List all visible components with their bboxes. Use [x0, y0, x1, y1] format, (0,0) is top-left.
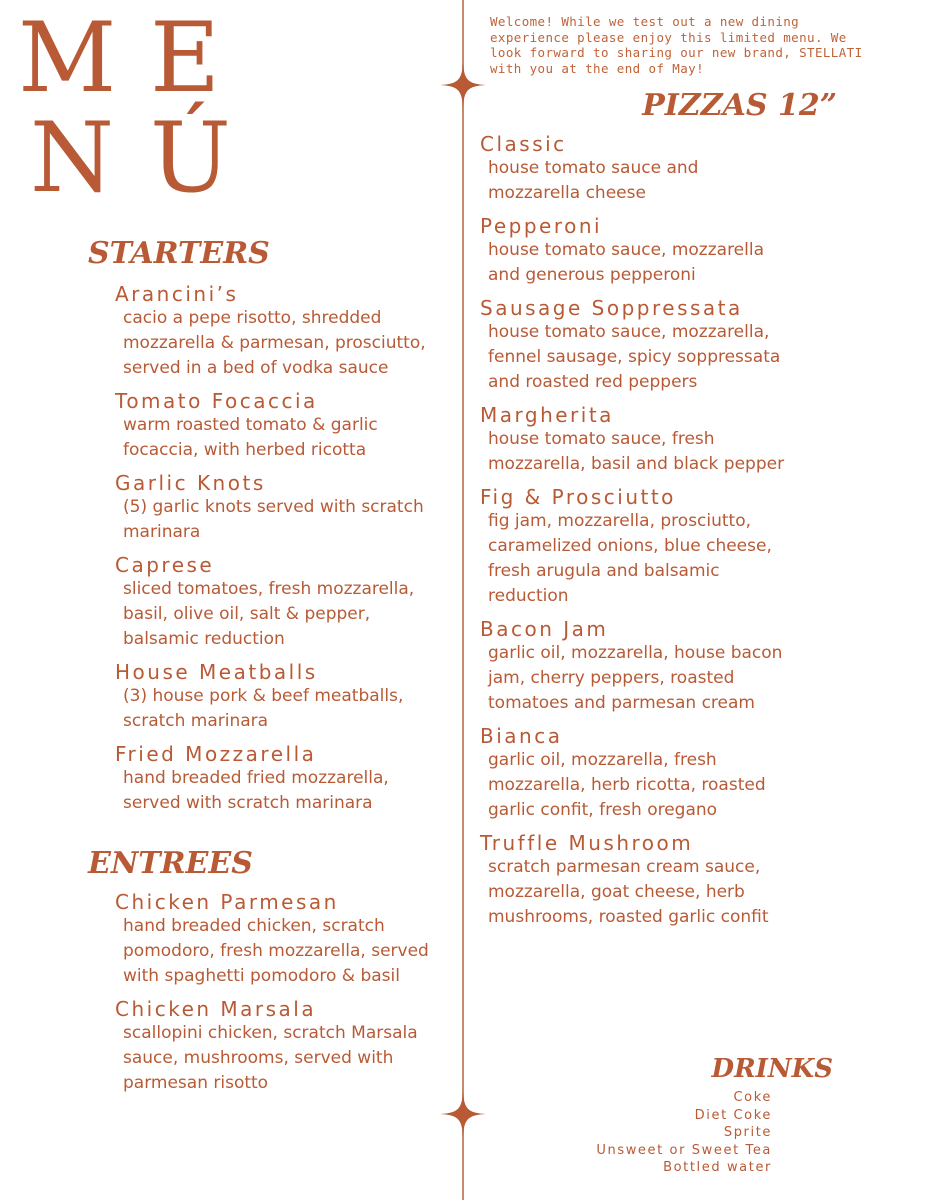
menu-item	[480, 831, 795, 930]
item-name: House Meatballs	[115, 660, 318, 684]
logo-letter-m: M	[18, 2, 117, 114]
item-name: Chicken Marsala	[115, 997, 317, 1021]
menu-item	[480, 617, 795, 716]
item-name: Chicken Parmesan	[115, 890, 339, 914]
item-description: house tomato sauce, mozzarella, fennel sausage, spicy soppressata and roasted red peppers	[488, 322, 781, 392]
item-description: garlic oil, mozzarella, house bacon jam, cherry peppers, roasted tomatoes and parmesan cream	[488, 643, 783, 713]
menu-item	[115, 282, 435, 381]
logo-letter-n: N	[30, 102, 114, 214]
item-description: scratch parmesan cream sauce, mozzarella, goat cheese, herb mushrooms, roasted garlic confit	[488, 857, 769, 927]
menu-item	[480, 724, 795, 823]
item-name: Truffle Mushroom	[480, 831, 694, 855]
starters-list	[115, 282, 435, 824]
item-description: fig jam, mozzarella, prosciutto, caramelized onions, blue cheese, fresh arugula and balsamic reduction	[488, 511, 772, 606]
sparkle-star-icon	[440, 62, 486, 108]
item-description: warm roasted tomato & garlic focaccia, with herbed ricotta	[123, 415, 378, 460]
entrees-heading: ENTREES	[88, 846, 253, 881]
menu-item	[115, 471, 435, 545]
menu-item	[480, 132, 795, 206]
item-name: Fried Mozzarella	[115, 742, 317, 766]
item-name: Caprese	[115, 553, 215, 577]
menu-item	[480, 296, 795, 395]
sparkle-star-icon	[440, 1091, 486, 1137]
item-name: Margherita	[480, 403, 614, 427]
item-name: Tomato Focaccia	[115, 389, 318, 413]
item-description: (3) house pork & beef meatballs, scratch marinara	[123, 686, 404, 731]
menu-item	[115, 660, 435, 734]
logo-letter-u: Ú	[150, 102, 231, 214]
menu-item	[115, 890, 435, 989]
item-name: Sausage Soppressata	[480, 296, 743, 320]
pizzas-heading: PIZZAS 12”	[642, 88, 837, 123]
drink-item: Unsweet or Sweet Tea	[596, 1142, 772, 1158]
item-description: garlic oil, mozzarella, fresh mozzarella, herb ricotta, roasted garlic confit, fresh oregano	[488, 750, 766, 820]
menu-item	[115, 742, 435, 816]
item-description: (5) garlic knots served with scratch marinara	[123, 497, 424, 542]
item-name: Classic	[480, 132, 567, 156]
item-description: scallopini chicken, scratch Marsala sauce, mushrooms, served with parmesan risotto	[123, 1023, 418, 1093]
entrees-list	[115, 890, 435, 1104]
drink-item: Sprite	[723, 1125, 772, 1140]
item-description: hand breaded fried mozzarella, served with scratch marinara	[123, 768, 389, 813]
welcome-message: Welcome! While we test out a new dining experience please enjoy this limited menu. We look forward to sharing our new brand, STELLATI with you at the end of May!	[490, 14, 863, 76]
drink-item: Diet Coke	[694, 1107, 772, 1123]
drink-item: Coke	[733, 1090, 772, 1105]
menu-item	[115, 553, 435, 652]
drinks-heading: DRINKS	[711, 1054, 833, 1084]
item-name: Pepperoni	[480, 214, 603, 238]
pizzas-list	[480, 132, 795, 938]
starters-heading: STARTERS	[88, 236, 270, 271]
item-name: Arancini’s	[115, 282, 239, 306]
menu-item	[480, 214, 795, 288]
item-description: house tomato sauce, mozzarella and generous pepperoni	[488, 240, 765, 285]
item-description: house tomato sauce, fresh mozzarella, basil and black pepper	[488, 429, 785, 474]
item-name: Fig & Prosciutto	[480, 485, 676, 509]
item-description: sliced tomatoes, fresh mozzarella, basil, olive oil, salt & pepper, balsamic reduction	[123, 579, 415, 649]
menu-item	[480, 403, 795, 477]
item-name: Bianca	[480, 724, 563, 748]
item-description: house tomato sauce and mozzarella cheese	[488, 158, 699, 203]
menu-item	[115, 997, 435, 1096]
item-name: Garlic Knots	[115, 471, 266, 495]
item-name: Bacon Jam	[480, 617, 609, 641]
menu-item	[480, 485, 795, 609]
menu-item	[115, 389, 435, 463]
drinks-list	[596, 1089, 772, 1177]
column-divider	[462, 0, 464, 1200]
logo-letter-e: E	[150, 2, 221, 114]
item-description: hand breaded chicken, scratch pomodoro, fresh mozzarella, served with spaghetti pomodoro & basil	[123, 916, 429, 986]
drink-item: Bottled water	[663, 1160, 772, 1175]
item-description: cacio a pepe risotto, shredded mozzarella & parmesan, prosciutto, served in a bed of vodka sauce	[123, 308, 426, 378]
